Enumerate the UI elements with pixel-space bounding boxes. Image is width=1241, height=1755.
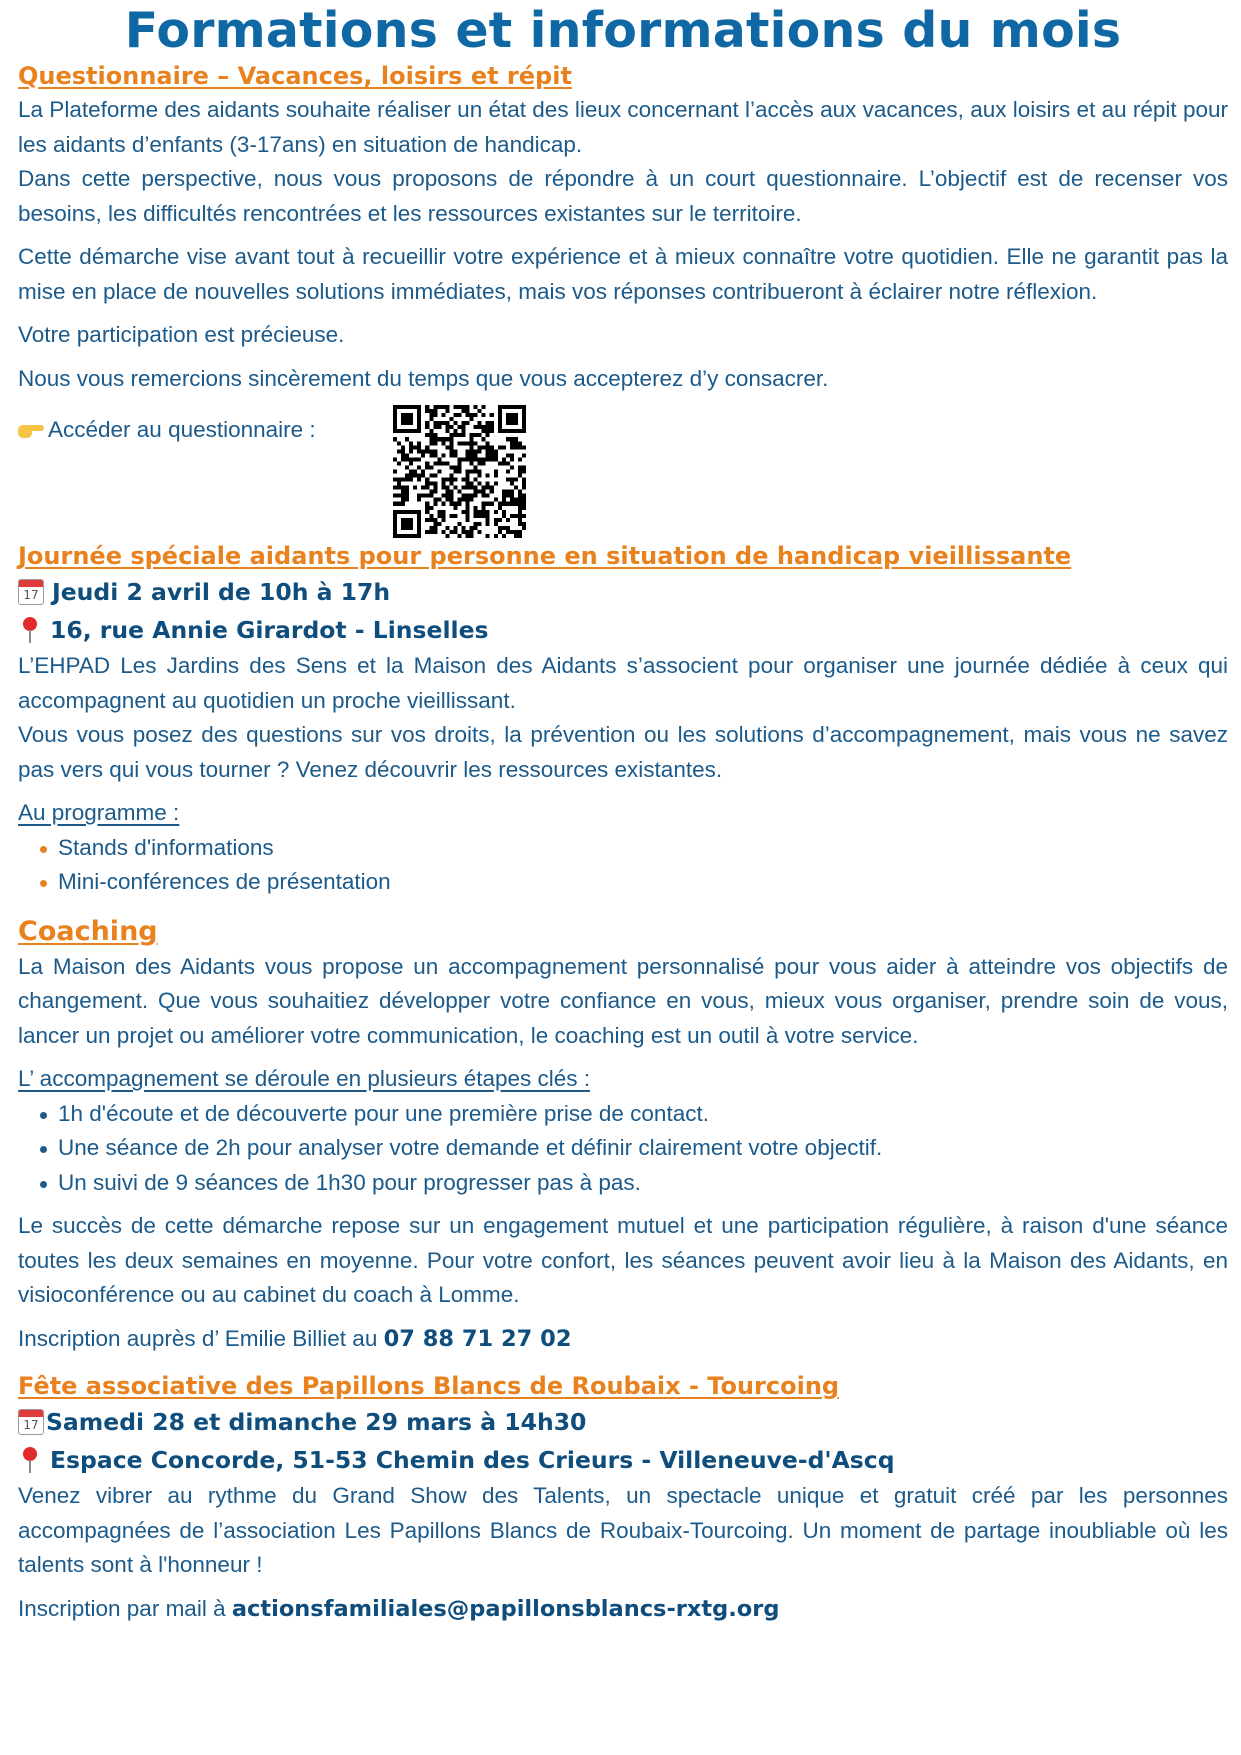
questionnaire-paragraph-5: Nous vous remercions sincèrement du temps que vous accepterez d’y consacrer. xyxy=(18,365,829,391)
calendar-icon: 17 xyxy=(18,1409,44,1435)
questionnaire-paragraph-3: Cette démarche vise avant tout à recueillir votre expérience et à mieux connaître votre quotidien. Elle ne garantit pas la mise en place de nouvelles solutions immédiates, mais vos réponses contribueront à éclairer notre réflexion. xyxy=(18,244,1228,304)
questionnaire-paragraph-4: Votre participation est précieuse. xyxy=(18,322,345,347)
coaching-signup-text: Inscription auprès d’ Emilie Billiet au xyxy=(18,1325,384,1351)
pointing-hand-icon xyxy=(18,421,44,439)
questionnaire-access-row xyxy=(18,405,1228,540)
questionnaire-paragraph-1: La Plateforme des aidants souhaite réaliser un état des lieux concernant l’accès aux vacances, aux loisirs et au répit pour les aidants d’enfants (3-17ans) en situation de handicap. xyxy=(18,97,1228,157)
journee-place-row xyxy=(18,611,1228,649)
newsletter-page xyxy=(18,0,1228,1635)
journee-date: Jeudi 2 avril de 10h à 17h xyxy=(52,578,391,606)
list-item: Une séance de 2h pour analyser votre demande et définir clairement votre objectif. xyxy=(40,1131,1228,1166)
journee-paragraph-2: Vous vous posez des questions sur vos droits, la prévention ou les solutions d’accompagnement, mais vous ne savez pas vers qui vous tourner ? Venez découvrir les ressources existantes. xyxy=(18,722,1228,782)
coaching-phone[interactable]: 07 88 71 27 02 xyxy=(383,1325,572,1352)
location-pin-icon xyxy=(18,1446,42,1474)
programme-label: Au programme : xyxy=(18,800,180,825)
list-item: Stands d'informations xyxy=(40,831,1228,866)
questionnaire-paragraph-2: Dans cette perspective, nous vous proposons de répondre à un court questionnaire. L’objectif est de recenser vos besoins, les difficultés rencontrées et les ressources existantes sur le territoire. xyxy=(18,166,1228,226)
coaching-signup xyxy=(18,1322,1228,1357)
fete-heading: Fête associative des Papillons Blancs de Roubaix - Tourcoing xyxy=(18,1372,840,1400)
fete-paragraph-1: Venez vibrer au rythme du Grand Show des Talents, un spectacle unique et gratuit créé par les personnes accompagnées de l’association Les Papillons Blancs de Roubaix-Tourcoing. Un moment de partage inoubliable où les talents sont à l'honneur ! xyxy=(18,1483,1228,1577)
calendar-icon: 17 xyxy=(18,579,44,605)
fete-place: Espace Concorde, 51-53 Chemin des Crieurs - Villeneuve-d'Ascq xyxy=(50,1446,895,1474)
journee-heading: Journée spéciale aidants pour personne en situation de handicap vieillissante xyxy=(18,542,1072,570)
journee-place: 16, rue Annie Girardot - Linselles xyxy=(50,616,489,644)
journee-paragraph-1: L’EHPAD Les Jardins des Sens et la Maison des Aidants s’associent pour organiser une journée dédiée à ceux qui accompagnent au quotidien un proche vieillissant. xyxy=(18,653,1228,713)
questionnaire-access-label: Accéder au questionnaire : xyxy=(48,417,316,442)
fete-place-row xyxy=(18,1441,1228,1479)
coaching-paragraph-2: Le succès de cette démarche repose sur un engagement mutuel et une participation régulière, à raison d'une séance toutes les deux semaines en moyenne. Pour votre confort, les séances peuvent avoir lieu à la Maison des Aidants, en visioconférence ou au cabinet du coach à Lomme. xyxy=(18,1213,1228,1307)
fete-signup xyxy=(18,1592,1228,1627)
questionnaire-access xyxy=(18,413,316,447)
fete-signup-text: Inscription par mail à xyxy=(18,1595,232,1621)
fete-date: Samedi 28 et dimanche 29 mars à 14h30 xyxy=(46,1408,587,1436)
list-item: Un suivi de 9 séances de 1h30 pour progresser pas à pas. xyxy=(40,1166,1228,1201)
list-item: 1h d'écoute et de découverte pour une première prise de contact. xyxy=(40,1097,1228,1132)
coaching-steps-label: L’ accompagnement se déroule en plusieurs étapes clés : xyxy=(18,1066,591,1091)
coaching-paragraph-1: La Maison des Aidants vous propose un accompagnement personnalisé pour vous aider à atteindre vos objectifs de changement. Que vous souhaitiez développer votre confiance en vous, mieux vous organiser, prendre soin de vous, lancer un projet ou améliorer votre communication, le coaching est un outil à votre service. xyxy=(18,953,1228,1048)
coaching-heading: Coaching xyxy=(18,915,158,947)
location-pin-icon xyxy=(18,616,42,644)
list-item: Mini-conférences de présentation xyxy=(40,865,1228,900)
journee-date-row xyxy=(18,573,1228,611)
programme-list xyxy=(18,831,1228,900)
page-title: Formations et informations du mois xyxy=(124,2,1122,59)
questionnaire-qr-code[interactable] xyxy=(393,405,526,538)
questionnaire-heading: Questionnaire – Vacances, loisirs et répit xyxy=(18,62,572,90)
fete-email[interactable]: actionsfamiliales@papillonsblancs-rxtg.org xyxy=(231,1595,780,1622)
fete-date-row xyxy=(18,1403,1228,1441)
coaching-steps-list xyxy=(18,1097,1228,1201)
